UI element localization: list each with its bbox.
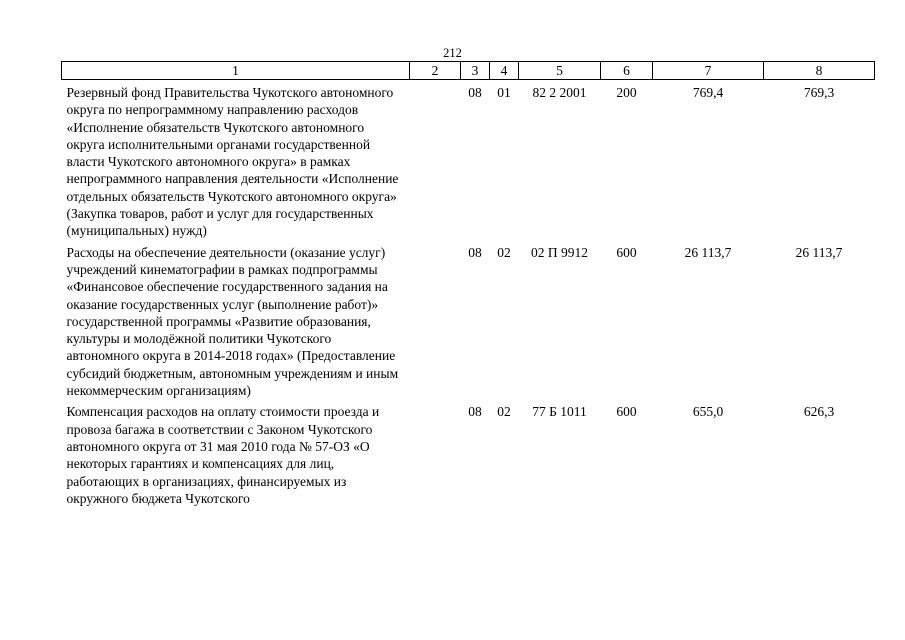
row-section: 08: [468, 85, 482, 100]
row-target: 82 2 2001: [532, 85, 587, 100]
table-row: [62, 80, 875, 240]
row-subsection: 01: [497, 85, 511, 100]
row-col2: [410, 399, 461, 507]
column-header-2: 2: [410, 62, 461, 80]
column-header-5: 5: [519, 62, 601, 80]
row-sum2: 626,3: [803, 404, 835, 420]
row-expense-type: 600: [616, 404, 637, 420]
row-subsection: 02: [497, 404, 511, 420]
row-target: 77 Б 1011: [532, 404, 587, 420]
table-header-row: [62, 62, 875, 80]
column-header-6: 6: [601, 62, 653, 80]
row-description: Резервный фонд Правительства Чукотского автономного округа по непрограммному направлению расходов «Исполнение обязательств Чукотского автономного округа исполнительными органами государственной власти Чукотского автономного округа» в рамках непрограммного направления деятельности «Исполнение отдельных обязательств Чукотского автономного округа» (Закупка товаров, работ и услуг для государственных (муниципальных) нужд): [66, 85, 399, 239]
row-section: 08: [468, 404, 482, 420]
row-description: Компенсация расходов на оплату стоимости проезда и провоза багажа в соответствии с Законом Чукотского автономного округа от 31 мая 2010 года № 57-ОЗ «О некоторых гарантиях и компенсациях для лиц, работающих в организациях, финансируемых из окружного бюджета Чукотского: [66, 404, 380, 506]
row-subsection: 02: [497, 244, 511, 260]
column-header-8: 8: [764, 62, 875, 80]
column-header-1: 1: [62, 62, 410, 80]
page-number: 212: [443, 46, 462, 60]
column-header-7: 7: [653, 62, 764, 80]
table-row: [62, 240, 875, 400]
row-expense-type: 200: [616, 85, 637, 100]
row-col2: [410, 240, 461, 400]
row-col2: [410, 80, 461, 240]
budget-table: [61, 61, 875, 507]
row-target: 02 П 9912: [531, 244, 588, 260]
table-row: [62, 399, 875, 507]
column-header-4: 4: [490, 62, 519, 80]
row-sum2: 26 113,7: [795, 244, 843, 260]
row-sum1: 769,4: [692, 85, 724, 100]
row-expense-type: 600: [616, 244, 637, 260]
row-sum1: 655,0: [692, 404, 724, 420]
row-section: 08: [468, 244, 482, 260]
row-sum1: 26 113,7: [684, 244, 732, 260]
column-header-3: 3: [461, 62, 490, 80]
row-description: Расходы на обеспечение деятельности (оказание услуг) учреждений кинематографии в рамках подпрограммы «Финансовое обеспечение государственного задания на оказание государственных услуг (выполнение работ)» государственной программы «Развитие образования, культуры и молодёжной политики Чукотского автономного округа в 2014-2018 годах» (Предоставление субсидий бюджетным, автономным учреждениям и иным некоммерческим организациям): [66, 244, 399, 399]
row-sum2: 769,3: [803, 85, 835, 100]
